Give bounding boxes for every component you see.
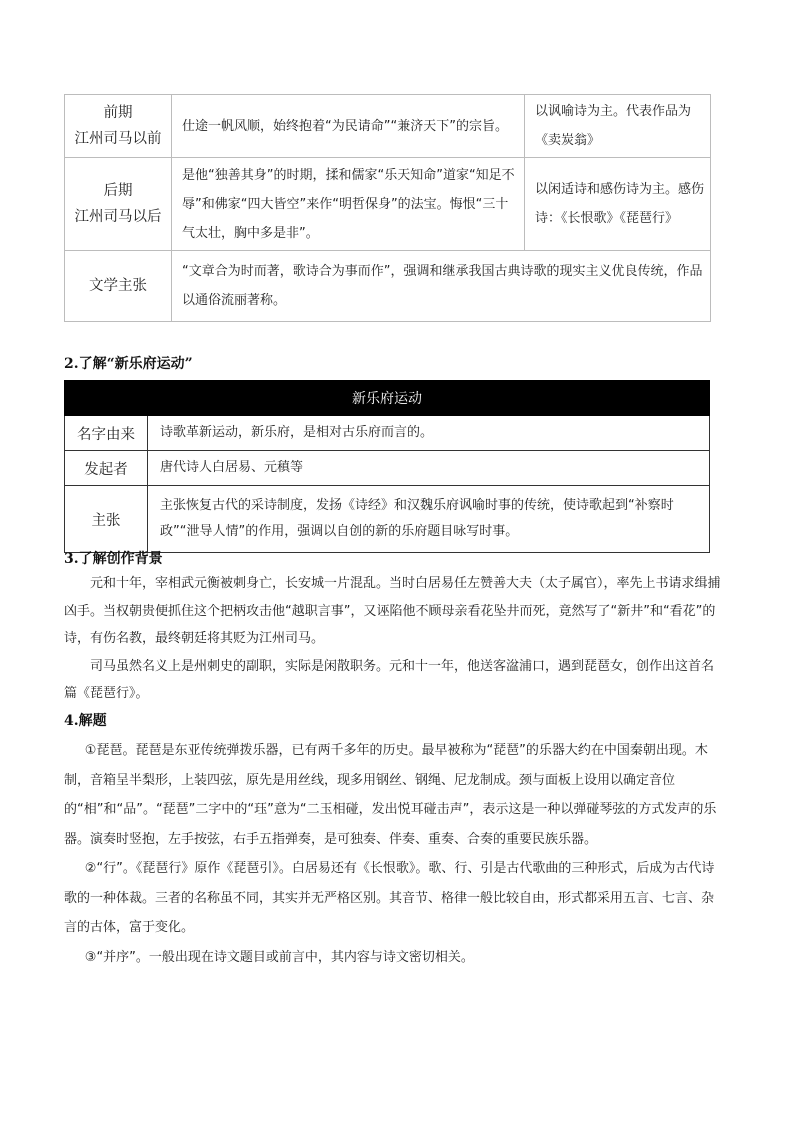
period-works: 以闲适诗和感伤诗为主。感伤诗：《长恨歌》《琵琶行》 — [525, 158, 711, 251]
row-value: 唐代诗人白居易、元稹等 — [148, 451, 710, 486]
section-heading: 2.了解“新乐府运动” — [64, 356, 193, 372]
period-label — [65, 158, 172, 251]
table-title-row — [65, 381, 710, 416]
paragraph: ①琵琶。琵琶是东亚传统弹拨乐器，已有两千多年的历史。最早被称为“琵琶”的乐器大约在中国秦朝出现。木制，音箱呈半梨形，上装四弦，原先是用丝线，现多用钢丝、钢绳、尼龙制成。颈与面板上设用以确定音位的“相”和“品”。“琵琶”二字中的“珏”意为“二玉相碰，发出悦耳碰击声”，表示这是一种以弹碰琴弦的方式发声的乐器。演奏时竖抱，左手按弦，右手五指弹奏，是可独奏、伴奏、重奏、合奏的重要民族乐器。 — [64, 743, 717, 847]
row-value: 主张恢复古代的采诗制度，发扬《诗经》和汉魏乐府讽喻时事的传统，使诗歌起到“补察时政”“泄导人情”的作用，强调以自创的新的乐府题目咏写时事。 — [148, 486, 710, 553]
section-heading: 3.了解创作背景 — [64, 551, 163, 567]
period-label — [65, 95, 172, 158]
paragraph: ②“行”。《琵琶行》原作《琵琶引》。白居易还有《长恨歌》。歌、行、引是古代歌曲的三种形式，后成为古代诗歌的一种体裁。三者的名称虽不同，其实并无严格区别。其音节、格律一般比较自由，形式都采用五言、七言、杂言的古体，富于变化。 — [64, 861, 715, 935]
row-label: 主张 — [65, 486, 148, 553]
row-label: 名字由来 — [65, 416, 148, 451]
section-heading: 4.解题 — [64, 713, 107, 729]
literary-claim-text: “文章合为时而著，歌诗合为事而作”，强调和继承我国古典诗歌的现实主义优良传统，作品以通俗流丽著称。 — [172, 251, 711, 322]
period-name: 前期 — [103, 105, 133, 121]
table-row — [65, 158, 711, 251]
table-row — [65, 95, 711, 158]
row-label: 发起者 — [65, 451, 148, 486]
table-row — [65, 416, 710, 451]
paragraph: 司马虽然名义上是州刺史的副职，实际是闲散职务。元和十一年，他送客湓浦口，遇到琵琶女，创作出这首名篇《琵琶行》。 — [64, 658, 715, 701]
row-value: 诗歌革新运动，新乐府，是相对古乐府而言的。 — [148, 416, 710, 451]
period-subtitle: 江州司马以后 — [74, 209, 162, 225]
period-subtitle: 江州司马以前 — [74, 131, 162, 147]
title-explanation-text — [64, 736, 724, 972]
bai-juyi-periods-table — [64, 94, 711, 322]
paragraph: 元和十年，宰相武元衡被刺身亡，长安城一片混乱。当时白居易任左赞善大夫（太子属官），率先上书请求缉捕凶手。当权朝贵便抓住这个把柄攻击他“越职言事”，又诬陷他不顾母亲看花坠井而死，竟然写了“新井”和“看花”的诗，有伤名教，最终朝廷将其贬为江州司马。 — [64, 576, 721, 646]
table-row — [65, 251, 711, 322]
table-row — [65, 451, 710, 486]
period-description: 仕途一帆风顺，始终抱着“为民请命”“兼济天下”的宗旨。 — [172, 95, 525, 158]
table-title: 新乐府运动 — [65, 381, 710, 416]
period-name: 后期 — [103, 183, 133, 199]
paragraph: ③“并序”。一般出现在诗文题目或前言中，其内容与诗文密切相关。 — [84, 949, 474, 965]
table-row — [65, 486, 710, 553]
literary-claim-label: 文学主张 — [65, 251, 172, 322]
background-text — [64, 570, 724, 708]
period-description: 是他“独善其身”的时期，揉和儒家“乐天知命”道家“知足不辱”和佛家“四大皆空”来作“明哲保身”的法宝。悔恨“三十气太壮，胸中多是非”。 — [172, 158, 525, 251]
period-works: 以讽喻诗为主。代表作品为《卖炭翁》 — [525, 95, 711, 158]
new-yuefu-table — [64, 380, 710, 553]
